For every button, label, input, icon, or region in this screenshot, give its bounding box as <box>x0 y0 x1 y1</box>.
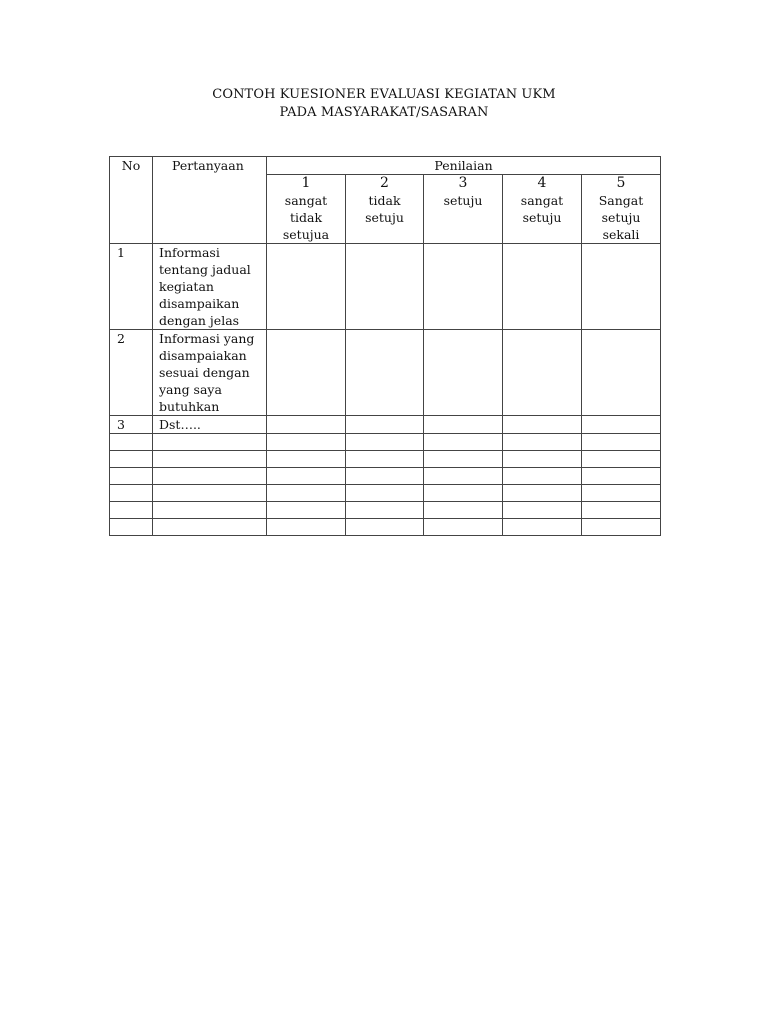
rating-cell[interactable] <box>503 485 582 502</box>
rating-cell[interactable] <box>503 502 582 519</box>
blank-cell <box>110 502 153 519</box>
question-line: sesuai dengan <box>159 365 250 380</box>
blank-cell <box>153 434 267 451</box>
rating-cell[interactable] <box>346 244 424 330</box>
question-line: Informasi <box>159 245 220 260</box>
blank-row <box>110 434 661 451</box>
rating-cell[interactable] <box>503 468 582 485</box>
blank-cell <box>153 502 267 519</box>
header-penilaian: Penilaian <box>267 157 661 175</box>
blank-cell <box>110 434 153 451</box>
scale-4-label-line: sangat <box>520 193 564 208</box>
rating-cell[interactable] <box>582 485 661 502</box>
scale-5-number: 5 <box>616 175 626 191</box>
row-number: 3 <box>110 416 153 434</box>
questionnaire-table <box>109 156 661 536</box>
row-number: 2 <box>110 330 153 416</box>
scale-2-label-line: setuju <box>365 210 404 225</box>
scale-2-label-line: tidak <box>368 193 401 208</box>
rating-cell[interactable] <box>267 244 346 330</box>
question-line: Informasi yang <box>159 331 255 346</box>
blank-cell <box>153 485 267 502</box>
blank-cell <box>110 468 153 485</box>
rating-cell[interactable] <box>582 416 661 434</box>
rating-cell[interactable] <box>346 434 424 451</box>
question-line: Dst….. <box>159 417 201 432</box>
rating-cell[interactable] <box>582 502 661 519</box>
rating-cell[interactable] <box>582 330 661 416</box>
question-line: butuhkan <box>159 399 220 414</box>
rating-cell[interactable] <box>424 519 503 536</box>
question-cell <box>153 330 267 416</box>
scale-3 <box>424 175 503 244</box>
rating-cell[interactable] <box>346 502 424 519</box>
rating-cell[interactable] <box>346 519 424 536</box>
rating-cell[interactable] <box>582 468 661 485</box>
question-cell <box>153 416 267 434</box>
question-line: yang saya <box>159 382 222 397</box>
blank-cell <box>153 519 267 536</box>
rating-cell[interactable] <box>503 451 582 468</box>
blank-cell <box>153 451 267 468</box>
blank-row <box>110 519 661 536</box>
blank-cell <box>110 451 153 468</box>
rating-cell[interactable] <box>503 434 582 451</box>
blank-row <box>110 468 661 485</box>
question-line: tentang jadual <box>159 262 251 277</box>
table-row <box>110 330 661 416</box>
scale-5-label-line: Sangat <box>598 193 644 208</box>
header-pertanyaan: Pertanyaan <box>153 157 267 244</box>
rating-cell[interactable] <box>424 468 503 485</box>
rating-cell[interactable] <box>503 330 582 416</box>
rating-cell[interactable] <box>346 416 424 434</box>
rating-cell[interactable] <box>424 451 503 468</box>
rating-cell[interactable] <box>503 519 582 536</box>
scale-4-label-line: setuju <box>522 210 562 225</box>
rating-cell[interactable] <box>267 519 346 536</box>
rating-cell[interactable] <box>582 434 661 451</box>
title-line-1: CONTOH KUESIONER EVALUASI KEGIATAN UKM <box>212 87 556 102</box>
question-cell <box>153 244 267 330</box>
scale-1-number: 1 <box>301 175 311 191</box>
rating-cell[interactable] <box>346 485 424 502</box>
header-no: No <box>110 157 153 244</box>
table-row <box>110 416 661 434</box>
scale-3-number: 3 <box>458 175 468 191</box>
rating-cell[interactable] <box>582 244 661 330</box>
rating-cell[interactable] <box>267 468 346 485</box>
blank-cell <box>110 519 153 536</box>
document-title <box>0 86 768 122</box>
scale-2 <box>346 175 424 244</box>
rating-cell[interactable] <box>267 434 346 451</box>
scale-3-label-line: setuju <box>443 193 483 208</box>
blank-row <box>110 502 661 519</box>
question-line: kegiatan <box>159 279 214 294</box>
table-row <box>110 244 661 330</box>
rating-cell[interactable] <box>424 502 503 519</box>
scale-5-label-line: sekali <box>602 227 640 242</box>
scale-1-label-line: setujua <box>282 227 330 242</box>
rating-cell[interactable] <box>267 416 346 434</box>
question-line: dengan jelas <box>159 313 240 328</box>
rating-cell[interactable] <box>267 502 346 519</box>
scale-5 <box>582 175 661 244</box>
rating-cell[interactable] <box>346 468 424 485</box>
scale-4 <box>503 175 582 244</box>
rating-cell[interactable] <box>424 330 503 416</box>
scale-5-label-line: setuju <box>601 210 641 225</box>
rating-cell[interactable] <box>267 485 346 502</box>
blank-cell <box>153 468 267 485</box>
rating-cell[interactable] <box>503 416 582 434</box>
question-line: disampaikan <box>159 296 240 311</box>
blank-cell <box>110 485 153 502</box>
title-line-2: PADA MASYARAKAT/SASARAN <box>279 105 489 120</box>
row-number: 1 <box>110 244 153 330</box>
scale-4-number: 4 <box>537 175 547 191</box>
blank-row <box>110 451 661 468</box>
scale-1-label-line: tidak <box>289 210 323 225</box>
rating-cell[interactable] <box>424 416 503 434</box>
rating-cell[interactable] <box>503 244 582 330</box>
rating-cell[interactable] <box>267 330 346 416</box>
rating-cell[interactable] <box>582 451 661 468</box>
blank-row <box>110 485 661 502</box>
rating-cell[interactable] <box>424 434 503 451</box>
rating-cell[interactable] <box>346 451 424 468</box>
scale-2-number: 2 <box>380 175 389 191</box>
scale-1-label-line: sangat <box>284 193 328 208</box>
rating-cell[interactable] <box>424 244 503 330</box>
rating-cell[interactable] <box>346 330 424 416</box>
rating-cell[interactable] <box>582 519 661 536</box>
scale-1 <box>267 175 346 244</box>
rating-cell[interactable] <box>424 485 503 502</box>
rating-cell[interactable] <box>267 451 346 468</box>
question-line: disampaiakan <box>159 348 247 363</box>
